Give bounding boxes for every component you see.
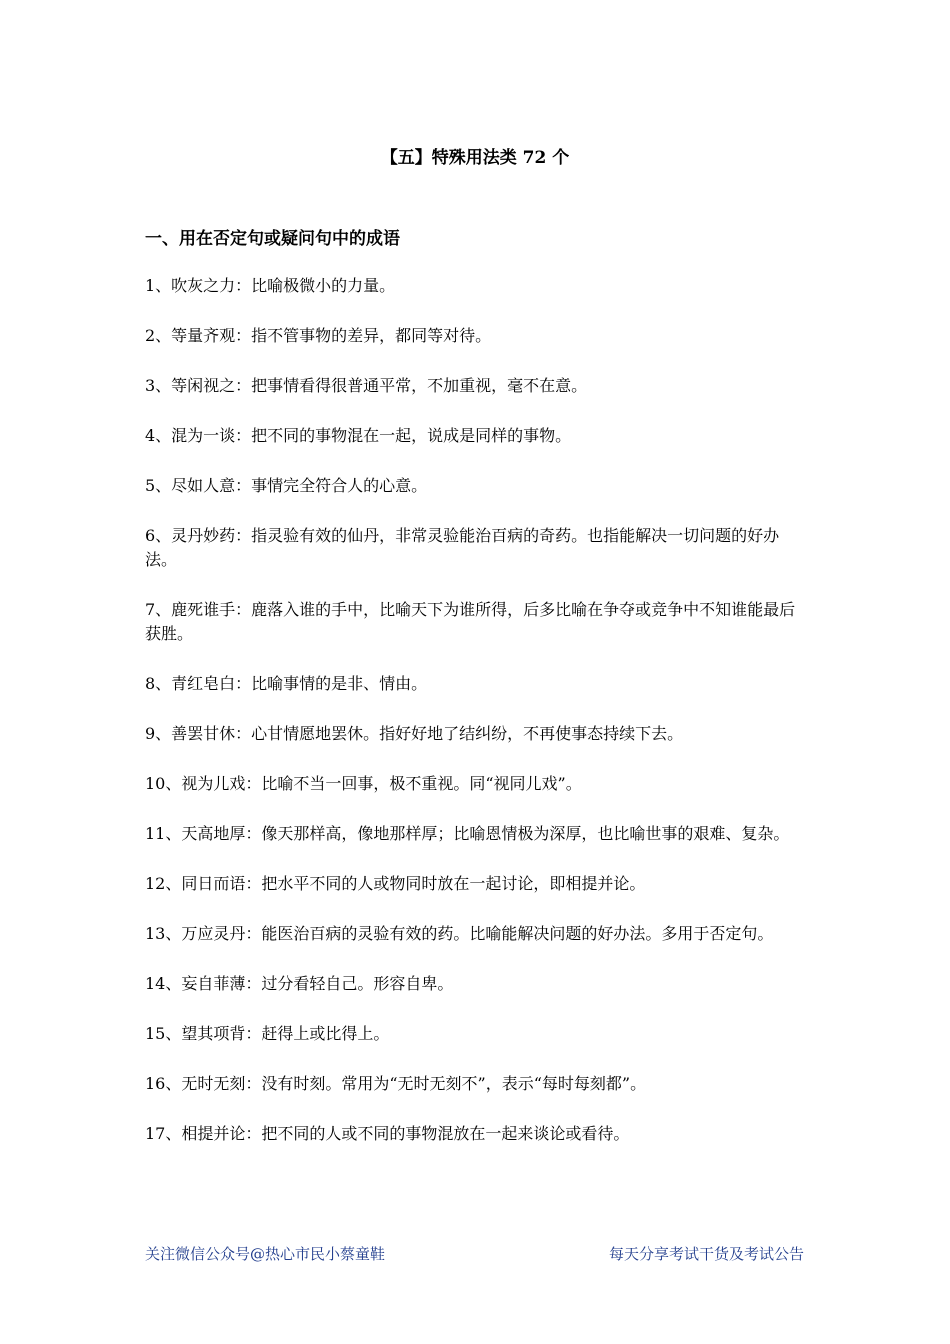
section-heading: 一、用在否定句或疑问句中的成语: [145, 229, 400, 249]
list-item: 10、视为儿戏：比喻不当一回事，极不重视。同“视同儿戏”。: [145, 774, 582, 793]
list-item: 15、望其项背：赶得上或比得上。: [145, 1024, 390, 1043]
document-title: 【五】特殊用法类 72 个: [380, 148, 570, 168]
footer-daily-share-note: 每天分享考试干货及考试公告: [608, 1245, 804, 1263]
footer-wechat-note: 关注微信公众号@热心市民小蔡童鞋: [145, 1245, 386, 1263]
list-item: 8、青红皂白：比喻事情的是非、情由。: [145, 674, 428, 693]
list-item: 16、无时无刻：没有时刻。常用为“无时无刻不”，表示“每时每刻都”。: [145, 1074, 647, 1093]
list-item: 11、天高地厚：像天那样高，像地那样厚；比喻恩情极为深厚，也比喻世事的艰难、复杂。: [145, 824, 790, 843]
list-item: 5、尽如人意：事情完全符合人的心意。: [145, 476, 428, 495]
list-item: 4、混为一谈：把不同的事物混在一起，说成是同样的事物。: [145, 426, 572, 445]
list-item: 2、等量齐观：指不管事物的差异，都同等对待。: [145, 326, 492, 345]
list-item: 13、万应灵丹：能医治百病的灵验有效的药。比喻能解决问题的好办法。多用于否定句。: [145, 924, 774, 943]
list-item: 6、灵丹妙药：指灵验有效的仙丹，非常灵验能治百病的奇药。也指能解决一切问题的好办法。: [145, 526, 780, 569]
list-item: 12、同日而语：把水平不同的人或物同时放在一起讨论，即相提并论。: [145, 874, 646, 893]
list-item: 14、妄自菲薄：过分看轻自己。形容自卑。: [145, 974, 454, 993]
idiom-list: [145, 274, 811, 1172]
list-item: 7、鹿死谁手：鹿落入谁的手中，比喻天下为谁所得，后多比喻在争夺或竞争中不知谁能最后获胜。: [145, 600, 796, 643]
list-item: 17、相提并论：把不同的人或不同的事物混放在一起来谈论或看待。: [145, 1124, 630, 1143]
list-item: 9、善罢甘休：心甘情愿地罢休。指好好地了结纠纷，不再使事态持续下去。: [145, 724, 684, 743]
list-item: 1、吹灰之力：比喻极微小的力量。: [145, 276, 396, 295]
list-item: 3、等闲视之：把事情看得很普通平常，不加重视，毫不在意。: [145, 376, 588, 395]
